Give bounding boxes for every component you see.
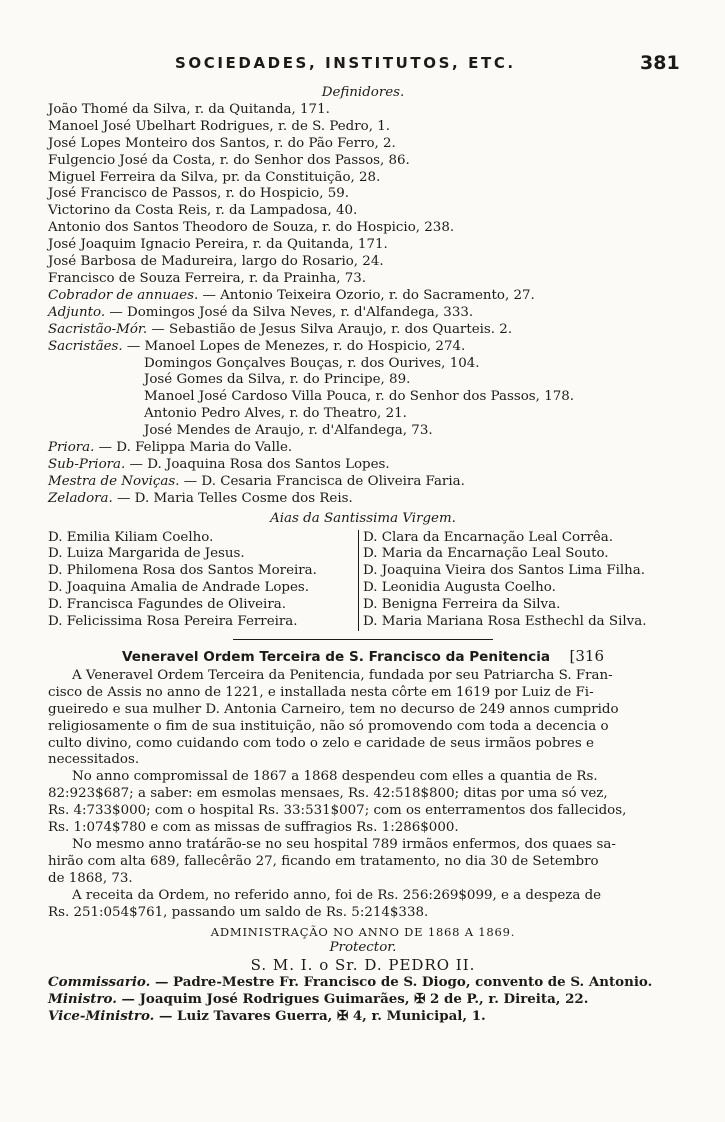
list-item: Miguel Ferreira da Silva, pr. da Constituição, 28.	[48, 169, 381, 185]
officer-role: Vice-Ministro.	[48, 1008, 155, 1025]
list-item: D. Joaquina Amalia de Andrade Lopes.	[48, 580, 310, 596]
officer-role: Sub-Priora.	[48, 456, 126, 472]
aias-heading: Aias da Santissima Virgem.	[270, 510, 456, 526]
officer-entry	[48, 974, 678, 991]
list-item: Antonio Pedro Alves, r. do Theatro, 21.	[144, 406, 407, 422]
text-line: culto divino, como cuidando com todo o zelo e caridade de seus irmãos pobres e	[48, 735, 594, 751]
list-item: D. Francisca Fagundes de Oliveira.	[48, 597, 286, 613]
officer-role: Cobrador de annuaes.	[48, 287, 199, 303]
list-item: D. Leonidia Augusta Coelho.	[363, 580, 556, 596]
list-item: Victorino da Costa Reis, r. da Lampadosa, 40.	[48, 203, 358, 219]
aias-columns	[48, 530, 678, 631]
page-content	[48, 85, 678, 1025]
list-item: Manoel José Cardoso Villa Pouca, r. do Senhor dos Passos, 178.	[144, 389, 575, 405]
text-line: No mesmo anno tratárão-se no seu hospital 789 irmãos enfermos, dos quaes sa-	[72, 836, 616, 852]
list-item: José Francisco de Passos, r. do Hospicio, 59.	[48, 186, 350, 202]
list-item: D. Maria da Encarnação Leal Souto.	[363, 546, 609, 562]
list-item: D. Clara da Encarnação Leal Corrêa.	[363, 529, 614, 545]
text-line: No anno compromissal de 1867 a 1868 despendeu com elles a quantia de Rs.	[72, 769, 598, 785]
text-line: A receita da Ordem, no referido anno, foi de Rs. 256:269$099, e a despeza de	[72, 887, 602, 903]
officer-text: — D. Cesaria Francisca de Oliveira Faria.	[179, 473, 465, 489]
officer-text: — Joaquim José Rodrigues Guimarães, ✠ 2 de P., r. Direita, 22.	[116, 991, 589, 1008]
officer-text: — D. Maria Telles Cosme dos Reis.	[112, 490, 353, 506]
list-item: José Gomes da Silva, r. do Principe, 89.	[144, 372, 411, 388]
officer-entry	[48, 440, 678, 457]
officer-role: Sacristão-Mór.	[48, 321, 148, 337]
definidores-list	[48, 102, 678, 288]
list-item: José Joaquim Ignacio Pereira, r. da Quitanda, 171.	[48, 237, 388, 253]
list-item: João Thomé da Silva, r. da Quitanda, 171.	[48, 101, 330, 117]
officer-entry	[48, 305, 678, 322]
officer-role: Mestra de Noviças.	[48, 473, 180, 489]
officer-entry	[48, 474, 678, 491]
paragraph-3	[48, 837, 678, 888]
list-item: José Barbosa de Madureira, largo do Rosario, 24.	[48, 254, 384, 270]
paragraph-4	[48, 888, 678, 922]
text-line: hirão com alta 689, fallecêrão 27, ficando em tratamento, no dia 30 de Setembro	[48, 853, 599, 869]
officer-text: — D. Felippa Maria do Valle.	[94, 440, 293, 456]
paragraph-2	[48, 769, 678, 837]
list-item: Francisco de Souza Ferreira, r. da Prainha, 73.	[48, 270, 367, 286]
text-line: religiosamente o fim de sua instituição, não só promovendo com toda a decencia o	[48, 718, 609, 734]
list-item: Antonio dos Santos Theodoro de Souza, r. do Hospicio, 238.	[48, 220, 455, 236]
definidores-heading: Definidores.	[321, 85, 405, 100]
page-header	[0, 50, 725, 80]
officer-text: — D. Joaquina Rosa dos Santos Lopes.	[125, 456, 390, 472]
list-item: D. Philomena Rosa dos Santos Moreira.	[48, 563, 317, 579]
text-line: Rs. 251:054$761, passando um saldo de Rs. 5:214$338.	[48, 904, 429, 920]
section-title-text: Veneravel Ordem Terceira de S. Francisco da Penitencia	[122, 649, 551, 665]
officers-list	[48, 288, 678, 440]
running-title: SOCIEDADES, INSTITUTOS, ETC.	[175, 54, 516, 72]
officer-text: — Domingos José da Silva Neves, r. d'Alfandega, 333.	[105, 304, 474, 320]
list-item: D. Benigna Ferreira da Silva.	[363, 597, 561, 613]
officer-text: — Antonio Teixeira Ozorio, r. do Sacramento, 27.	[198, 287, 535, 303]
ordem-officers	[48, 974, 678, 1025]
officer-text: — Sebastião de Jesus Silva Araujo, r. dos Quarteis. 2.	[147, 321, 513, 337]
administration-heading: ADMINISTRAÇÃO NO ANNO DE 1868 A 1869.	[210, 924, 516, 939]
officer-text: — Luiz Tavares Guerra, ✠ 4, r. Municipal, 1.	[154, 1008, 486, 1025]
list-item: D. Joaquina Vieira dos Santos Lima Filha.	[363, 563, 646, 579]
officer-entry	[48, 457, 678, 474]
list-item: Manoel José Ubelhart Rodrigues, r. de S. Pedro, 1.	[48, 118, 391, 134]
text-line: 82:923$687; a saber: em esmolas mensaes, Rs. 42:518$800; ditas por uma só vez,	[48, 786, 608, 802]
section-divider	[233, 639, 493, 640]
text-line: cisco de Assis no anno de 1221, e installada nesta côrte em 1619 por Luiz de Fi-	[48, 684, 594, 700]
list-item: Domingos Gonçalves Bouças, r. dos Ourives, 104.	[144, 355, 480, 371]
protector-heading: Protector.	[329, 940, 397, 956]
text-line: de 1868, 73.	[48, 870, 133, 886]
officer-entry	[48, 322, 678, 339]
officer-entry	[48, 491, 678, 508]
officer-entry	[48, 1008, 678, 1025]
text-line: A Veneravel Ordem Terceira da Penitencia, fundada por seu Patriarcha S. Fran-	[72, 667, 613, 683]
section-ref: [316	[569, 647, 604, 665]
aias-right-column	[358, 530, 678, 631]
officer-entry	[48, 991, 678, 1008]
officer-entry	[48, 288, 678, 305]
paragraph-1	[48, 668, 678, 769]
officer-role: Commissario.	[48, 974, 151, 991]
officer-text: — Padre-Mestre Fr. Francisco de S. Diogo, convento de S. Antonio.	[150, 974, 653, 991]
officer-role: Adjunto.	[48, 304, 106, 320]
text-line: necessitados.	[48, 752, 140, 768]
officer-entry	[48, 339, 678, 356]
list-item: José Mendes de Araujo, r. d'Alfandega, 73.	[144, 423, 433, 439]
women-officers-list	[48, 440, 678, 508]
officer-role: Ministro.	[48, 991, 117, 1008]
officer-role: Zeladora.	[48, 490, 113, 506]
protector-name: S. M. I. o Sr. D. PEDRO II.	[250, 956, 476, 975]
list-item: Fulgencio José da Costa, r. do Senhor dos Passos, 86.	[48, 152, 410, 168]
text-line: Rs. 1:074$780 e com as missas de suffragios Rs. 1:286$000.	[48, 820, 459, 836]
aias-left-column	[48, 530, 358, 631]
officer-text: — Manoel Lopes de Menezes, r. do Hospicio, 274.	[122, 338, 466, 354]
list-item: D. Felicissima Rosa Pereira Ferreira.	[48, 614, 298, 630]
list-item: D. Luiza Margarida de Jesus.	[48, 546, 245, 562]
officer-role: Sacristães.	[48, 338, 123, 354]
list-item: D. Emilia Kiliam Coelho.	[48, 529, 214, 545]
officer-role: Priora.	[48, 440, 95, 456]
text-line: gueiredo e sua mulher D. Antonia Carneiro, tem no decurso de 249 annos cumprido	[48, 701, 619, 717]
text-line: Rs. 4:733$000; com o hospital Rs. 33:531$007; com os enterramentos dos fallecidos,	[48, 803, 627, 819]
section-title	[48, 648, 678, 666]
list-item: D. Maria Mariana Rosa Esthechl da Silva.	[363, 614, 647, 630]
list-item: José Lopes Monteiro dos Santos, r. do Pão Ferro, 2.	[48, 135, 396, 151]
page-number: 381	[640, 52, 680, 74]
